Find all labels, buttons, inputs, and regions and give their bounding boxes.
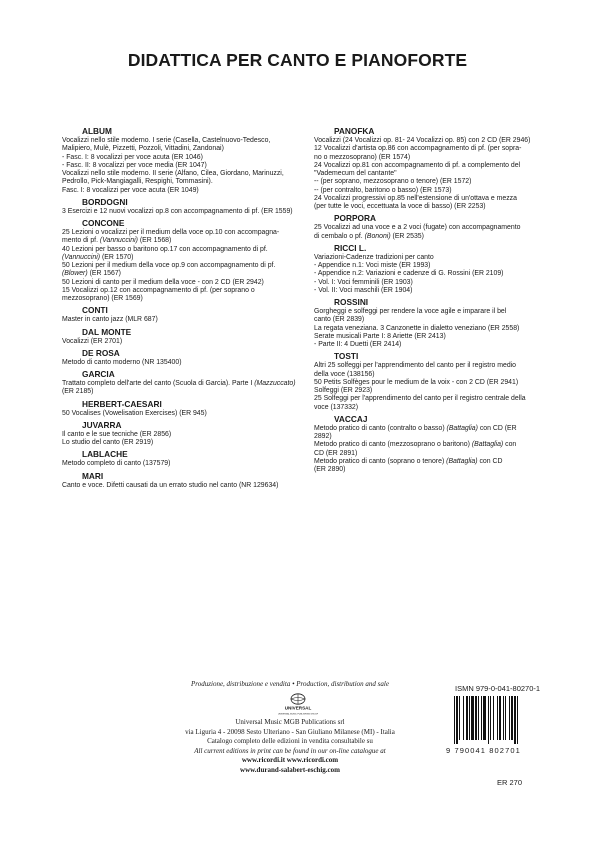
entry-line: -- (per soprano, mezzosoprano o tenore) (ER 1572) xyxy=(314,178,472,186)
entry-line: "Vademecum del cantante" xyxy=(314,170,397,177)
composer-heading: ROSSINI xyxy=(334,297,369,307)
barcode-bar xyxy=(499,696,501,740)
entry-line: Serate musicali Parte I: 8 Ariette (ER 2413) xyxy=(314,332,446,340)
entry-line: di cembalo o pf. (Bononi) (ER 2535) xyxy=(314,232,424,240)
website-link-durand[interactable]: www.durand-salabert-eschig.com xyxy=(240,765,340,774)
catalog-italian: Catalogo completo delle edizioni in vendita consultabile su xyxy=(207,737,373,746)
website-links[interactable]: www.ricordi.it www.ricordi.com xyxy=(241,756,339,765)
barcode-bar xyxy=(509,696,510,740)
entry-line: Vocalizzi nello stile moderno. I serie (Casella, Castelnuovo-Tedesco, xyxy=(62,137,271,144)
barcode-bar xyxy=(459,696,460,740)
composer-heading: DE ROSA xyxy=(82,347,120,358)
entry-line: Canto e voce. Difetti causati da un errato studio nel canto (NR 129634) xyxy=(62,481,279,489)
logo-wordmark: UNIVERSAL xyxy=(284,705,312,711)
entry-line: Solfeggi (ER 2923) xyxy=(314,387,373,394)
barcode-bar xyxy=(466,696,468,740)
entry-line: - Parte II: 4 Duetti (ER 2414) xyxy=(314,341,402,348)
barcode-bar xyxy=(493,696,494,740)
barcode-bar xyxy=(463,696,464,740)
composer-heading: CONCONE xyxy=(82,218,125,228)
entry-line: Il canto e le sue tecniche (ER 2856) xyxy=(62,430,172,438)
entry-line: 50 Petits Solfèges pour le medium de la voix - con 2 CD (ER 2941) xyxy=(314,378,519,386)
right-section xyxy=(314,213,559,241)
left-section xyxy=(62,471,302,490)
barcode-bar xyxy=(454,696,455,744)
entry-line: Metodo completo di canto (137579) xyxy=(62,460,171,468)
composer-heading: CONTI xyxy=(82,305,108,316)
composer-heading: JUVARRA xyxy=(82,419,122,430)
composer-heading: HERBERT-CAESARI xyxy=(82,398,162,409)
entry-line: Pedrollo, Pick-Mangiagalli, Respighi, Tommasini). xyxy=(62,178,213,186)
entry-line: - Vol. II: Voci maschili (ER 1904) xyxy=(314,286,413,294)
composer-heading: GARCIA xyxy=(82,369,115,379)
entry-line: - Vol. I: Voci femminili (ER 1903) xyxy=(314,278,413,286)
barcode-bar xyxy=(469,696,470,740)
composer-heading: PANOFKA xyxy=(334,126,375,136)
composer-heading: LABLACHE xyxy=(82,449,128,460)
left-section xyxy=(62,126,302,195)
barcode-bar xyxy=(481,696,482,740)
entry-line: 3 Esercizi e 12 nuovi vocalizzi op.8 con accompagnamento di pf. (ER 1559) xyxy=(62,207,293,215)
entry-line: 50 Lezioni per il medium della voce op.9 con accompagnamento di pf. xyxy=(62,262,276,269)
barcode-icon xyxy=(452,696,544,744)
barcode-bar xyxy=(497,696,498,740)
entry-line: 50 Vocalises (Vowelisation Exercises) (ER 945) xyxy=(62,409,207,417)
barcode-bar xyxy=(478,696,479,740)
composer-heading: ALBUM xyxy=(82,126,112,136)
composer-heading: BORDOGNI xyxy=(82,196,128,207)
barcode-bar xyxy=(483,696,486,740)
entry-line: (per tutte le voci, eccettuata la voce di basso) (ER 2253) xyxy=(314,203,486,210)
barcode-bar xyxy=(471,696,474,740)
catalog-english: All current editions in print can be found in our on-line catalogue at xyxy=(194,746,386,755)
entry-line: mezzosoprano) (ER 1569) xyxy=(62,295,143,302)
page-title: DIDATTICA PER CANTO E PIANOFORTE xyxy=(127,50,468,70)
entry-line: - Appendice n.1: Voci miste (ER 1993) xyxy=(314,262,431,269)
right-section xyxy=(314,126,559,211)
barcode-bar xyxy=(514,696,516,744)
entry-line: 50 Lezioni di canto per il medium della voce - con 2 CD (ER 2942) xyxy=(62,278,264,286)
ismn-code: ISMN 979-0-041-80270-1 xyxy=(455,684,541,693)
entry-line: Metodo di canto moderno (NR 135400) xyxy=(62,358,182,366)
entry-line: (Vannuccini) (ER 1570) xyxy=(62,253,134,261)
entry-line: Fasc. I: 8 vocalizzi per voce acuta (ER 1049) xyxy=(62,186,199,194)
entry-line: Trattato completo dell'arte del canto (Scuola di Garcia). Parte I (Mazzuccato) xyxy=(62,380,296,387)
entry-line: (Blower) (ER 1567) xyxy=(62,270,121,278)
barcode-bar xyxy=(503,696,504,740)
left-section xyxy=(62,449,302,468)
barcode-bar xyxy=(517,696,518,744)
entry-line: 25 Vocalizzi ad una voce e a 2 voci (fugate) con accompagnamento xyxy=(314,224,521,232)
entry-line: (ER 2185) xyxy=(62,388,94,396)
entry-line: Lo studio del canto (ER 2919) xyxy=(62,439,154,446)
barcode-bar xyxy=(475,696,477,740)
entry-line: - Fasc. II: 8 vocalizzi per voce media (ER 1047) xyxy=(62,161,207,169)
left-section xyxy=(62,218,302,303)
entry-line: Variazioni-Cadenze tradizioni per canto xyxy=(314,253,434,261)
left-section xyxy=(62,327,302,346)
entry-line: CD (ER 2891) xyxy=(314,449,358,457)
composer-heading: TOSTI xyxy=(334,351,359,362)
entry-line: Metodo pratico di canto (mezzosoprano o baritono) (Battaglia) con xyxy=(314,441,517,449)
right-column xyxy=(314,124,559,474)
left-section xyxy=(62,399,302,418)
entry-line: 15 Vocalizzi op.12 con accompagnamento di pf. (per soprano o xyxy=(62,286,255,294)
right-section xyxy=(314,351,559,412)
entry-line: della voce (138156) xyxy=(314,370,375,378)
left-section xyxy=(62,305,302,324)
entry-line: La regata veneziana. 3 Canzonette in dialetto veneziano (ER 2558) xyxy=(314,324,520,332)
composer-heading: RICCI L. xyxy=(334,242,367,253)
entry-line: no o mezzosoprano) (ER 1574) xyxy=(314,153,411,161)
entry-line: Malipiero, Mulè, Pizzetti, Pozzoli, Vittadini, Zandonai) xyxy=(62,145,224,153)
barcode-bar xyxy=(511,696,513,740)
entry-line: 25 Solfeggi per l'apprendimento del canto per il registro centrale della xyxy=(314,395,526,403)
production-text: Produzione, distribuzione e vendita • Production, distribution and sale xyxy=(191,680,389,688)
right-section xyxy=(314,414,559,475)
entry-line: Metodo pratico di canto (soprano o tenore) (Battaglia) con CD xyxy=(314,457,503,465)
entry-line: Vocalizzi (24 Vocalizzi op. 81- 24 Vocalizzi op. 85) con 2 CD (ER 2946) xyxy=(314,137,531,144)
composer-heading: VACCAJ xyxy=(334,413,368,424)
left-section xyxy=(62,420,302,448)
entry-line: Altri 25 solfeggi per l'apprendimento del canto per il registro medio xyxy=(314,362,517,370)
entry-line: -- (per contralto, baritono o basso) (ER 1573) xyxy=(314,186,452,194)
entry-line: mento di pf. (Vannuccini) (ER 1568) xyxy=(62,237,172,245)
entry-line: canto (ER 2839) xyxy=(314,316,365,324)
composer-heading: MARI xyxy=(82,470,104,481)
entry-line: (ER 2890) xyxy=(314,466,346,473)
catalog-code: ER 270 xyxy=(497,778,523,787)
left-section xyxy=(62,197,302,216)
barcode-bar xyxy=(488,696,489,744)
entry-line: 40 Lezioni per basso o baritono op.17 con accompagnamento di pf. xyxy=(62,245,268,253)
barcode-bar xyxy=(505,696,506,740)
entry-line: voce (137332) xyxy=(314,403,359,411)
entry-line: Vocalizzi nello stile moderno. II serie (Alfano, Cilea, Giordano, Marinuzzi, xyxy=(62,170,284,177)
entry-line: 2892) xyxy=(314,433,332,440)
right-section xyxy=(314,297,559,349)
entry-line: 24 Vocalizzi progressivi op.85 nell'estensione di un'ottava e mezza xyxy=(314,194,517,202)
universal-logo-icon xyxy=(278,693,318,717)
barcode-bar xyxy=(490,696,491,740)
right-section xyxy=(314,243,559,295)
composer-heading: PORPORA xyxy=(334,213,376,224)
barcode-number: 9 790041 802701 xyxy=(446,746,521,755)
entry-line: 25 Lezioni o vocalizzi per il medium della voce op.10 con accompagna- xyxy=(62,229,280,236)
company-address: via Liguria 4 - 20098 Sesto Ulteriano - San Giuliano Milanese (MI) - Italia xyxy=(185,727,395,736)
left-section xyxy=(62,369,302,397)
left-column xyxy=(62,124,302,490)
entry-line: - Appendice n.2: Variazioni e cadenze di G. Rossini (ER 2109) xyxy=(314,270,504,278)
publisher-block xyxy=(140,718,440,776)
composer-heading: DAL MONTE xyxy=(82,326,132,337)
entry-line: Gorgheggi e solfeggi per rendere la voce agile e imparare il bel xyxy=(314,308,507,315)
logo-subtitle: UNIVERSAL MUSIC PUBLISHING GROUP xyxy=(278,713,318,716)
entry-line: Metodo pratico di canto (contralto o basso) (Battaglia) con CD (ER xyxy=(314,424,517,432)
barcode-bar xyxy=(456,696,458,744)
left-section xyxy=(62,348,302,367)
entry-line: 24 Vocalizzi op.81 con accompagnamento di pf. a complemento del xyxy=(314,161,521,169)
entry-line: Master in canto jazz (MLR 687) xyxy=(62,316,158,324)
entry-line: Vocalizzi (ER 2701) xyxy=(62,337,123,345)
entry-line: - Fasc. I: 8 vocalizzi per voce acuta (ER 1046) xyxy=(62,153,203,161)
entry-line: 12 Vocalizzi d'artista op.86 con accompagnamento di pf. (per sopra- xyxy=(314,145,522,153)
company-name: Universal Music MGB Publications srl xyxy=(235,718,345,726)
production-line xyxy=(140,680,440,690)
